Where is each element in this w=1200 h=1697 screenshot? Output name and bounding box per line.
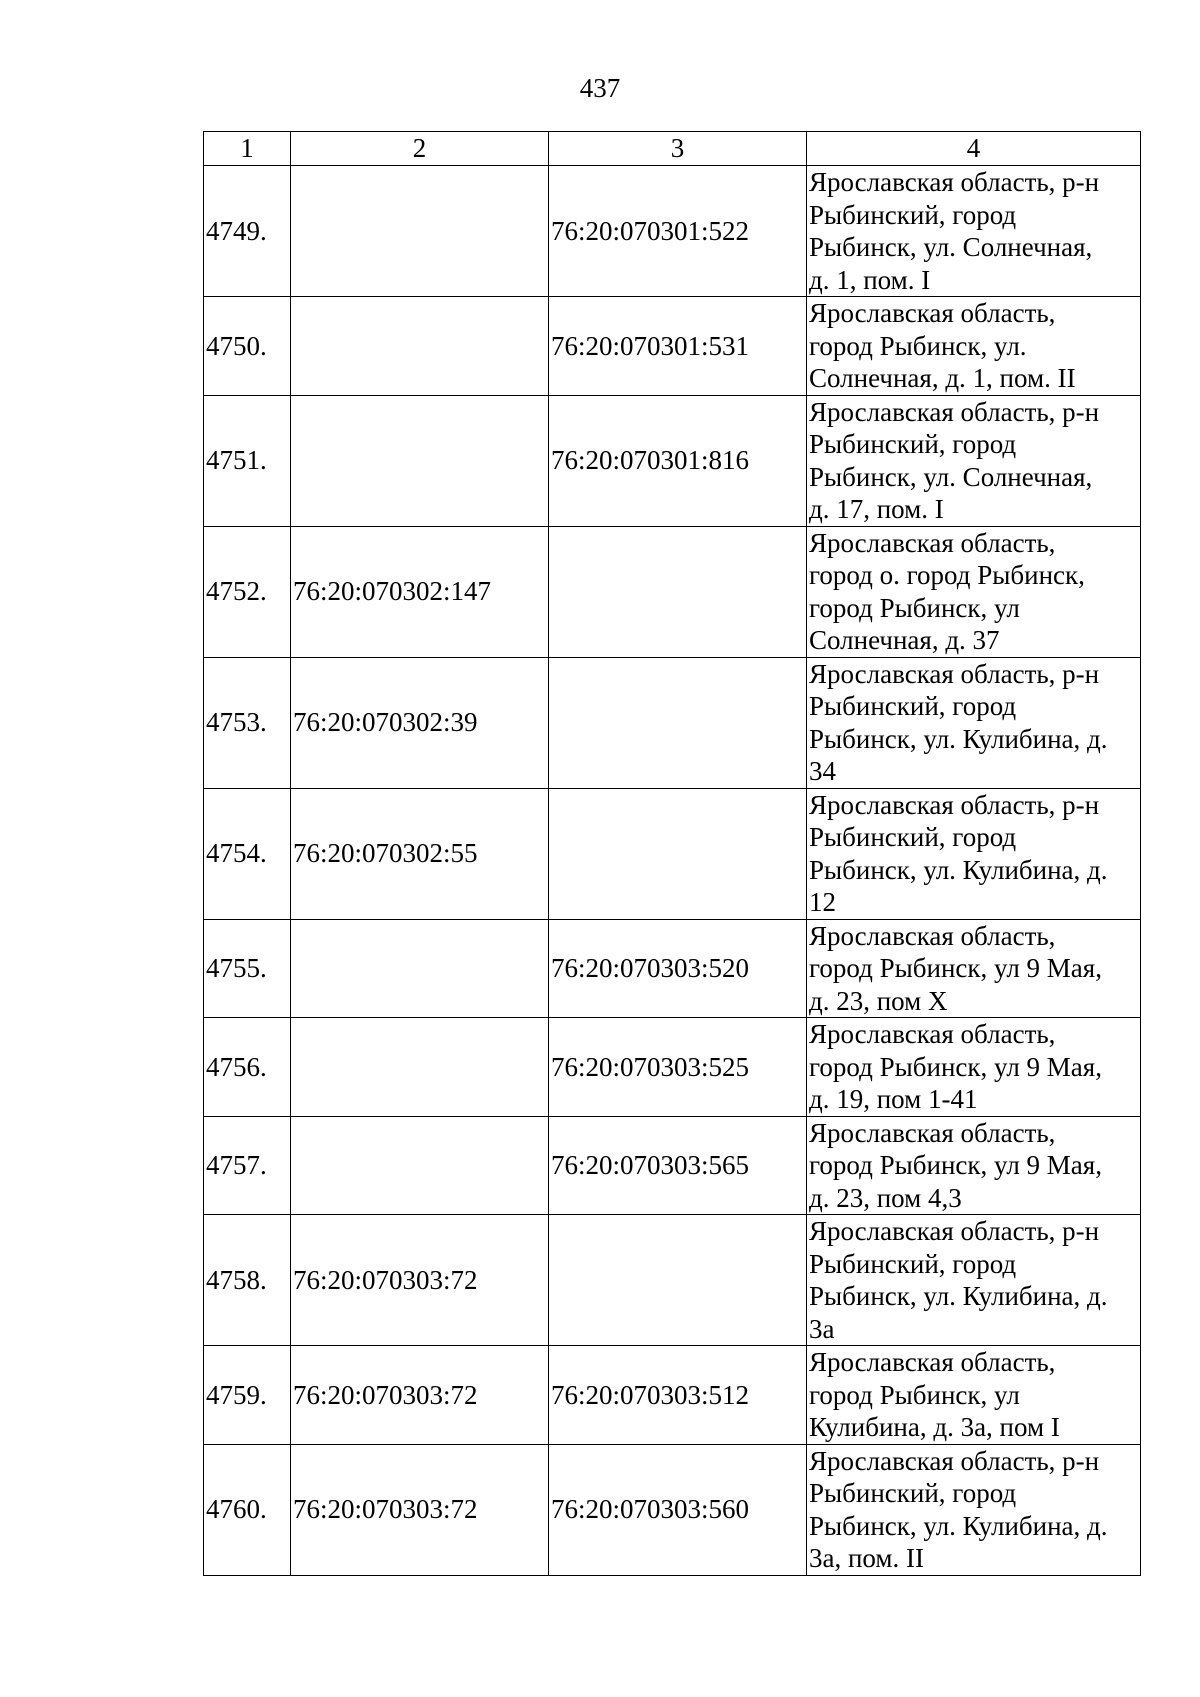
address-cell: Ярославская область, р-н Рыбинский, город Рыбинск, ул. Солнечная, д. 1, пом. I	[807, 166, 1141, 297]
row-number-cell: 4749.	[204, 166, 291, 297]
row-number-cell: 4757.	[204, 1116, 291, 1215]
page-number: 437	[579, 73, 621, 103]
address-cell: Ярославская область, р-н Рыбинский, город Рыбинск, ул. Кулибина, д. 34	[807, 657, 1141, 788]
cadastral-number-cell: 76:20:070301:522	[549, 166, 807, 297]
cadastral-number-cell	[291, 166, 549, 297]
table-row	[204, 526, 1141, 657]
address-cell: Ярославская область, город Рыбинск, ул 9 Мая, д. 19, пом 1-41	[807, 1018, 1141, 1117]
address-cell: Ярославская область, р-н Рыбинский, город Рыбинск, ул. Кулибина, д. 3а, пом. II	[807, 1444, 1141, 1575]
cadastral-number-cell: 76:20:070302:39	[291, 657, 549, 788]
registry-table	[203, 131, 1141, 1576]
cadastral-number-cell	[291, 919, 549, 1018]
address-cell: Ярославская область, город о. город Рыбинск, город Рыбинск, ул Солнечная, д. 37	[807, 526, 1141, 657]
cadastral-number-cell	[291, 395, 549, 526]
cadastral-number-cell	[549, 657, 807, 788]
table-row	[204, 1346, 1141, 1445]
address-cell: Ярославская область, р-н Рыбинский, город Рыбинск, ул. Солнечная, д. 17, пом. I	[807, 395, 1141, 526]
address-cell: Ярославская область, город Рыбинск, ул 9 Мая, д. 23, пом 4,3	[807, 1116, 1141, 1215]
column-header-1: 1	[204, 132, 291, 166]
cadastral-number-cell: 76:20:070302:147	[291, 526, 549, 657]
cadastral-number-cell: 76:20:070303:512	[549, 1346, 807, 1445]
address-cell: Ярославская область, город Рыбинск, ул 9 Мая, д. 23, пом X	[807, 919, 1141, 1018]
table-row	[204, 1018, 1141, 1117]
cadastral-number-cell: 76:20:070301:531	[549, 297, 807, 396]
row-number-cell: 4754.	[204, 788, 291, 919]
cadastral-number-cell: 76:20:070301:816	[549, 395, 807, 526]
table-row	[204, 788, 1141, 919]
row-number-cell: 4760.	[204, 1444, 291, 1575]
row-number-cell: 4759.	[204, 1346, 291, 1445]
column-header-4: 4	[807, 132, 1141, 166]
cadastral-number-cell	[291, 297, 549, 396]
cadastral-number-cell	[549, 788, 807, 919]
cadastral-number-cell: 76:20:070303:520	[549, 919, 807, 1018]
table-row	[204, 1116, 1141, 1215]
table-row	[204, 297, 1141, 396]
address-cell: Ярославская область, город Рыбинск, ул. Солнечная, д. 1, пом. II	[807, 297, 1141, 396]
cadastral-number-cell: 76:20:070303:525	[549, 1018, 807, 1117]
table-row	[204, 166, 1141, 297]
table-row	[204, 395, 1141, 526]
cadastral-number-cell	[291, 1018, 549, 1117]
row-number-cell: 4750.	[204, 297, 291, 396]
column-header-3: 3	[549, 132, 807, 166]
row-number-cell: 4755.	[204, 919, 291, 1018]
row-number-cell: 4751.	[204, 395, 291, 526]
address-cell: Ярославская область, р-н Рыбинский, город Рыбинск, ул. Кулибина, д. 3а	[807, 1215, 1141, 1346]
table-row	[204, 1215, 1141, 1346]
table-row	[204, 657, 1141, 788]
row-number-cell: 4752.	[204, 526, 291, 657]
cadastral-number-cell	[549, 526, 807, 657]
cadastral-number-cell	[291, 1116, 549, 1215]
address-cell: Ярославская область, р-н Рыбинский, город Рыбинск, ул. Кулибина, д. 12	[807, 788, 1141, 919]
row-number-cell: 4753.	[204, 657, 291, 788]
cadastral-number-cell: 76:20:070303:565	[549, 1116, 807, 1215]
table-row	[204, 919, 1141, 1018]
cadastral-number-cell: 76:20:070303:72	[291, 1215, 549, 1346]
table-row	[204, 1444, 1141, 1575]
cadastral-number-cell: 76:20:070303:72	[291, 1346, 549, 1445]
cadastral-number-cell: 76:20:070303:72	[291, 1444, 549, 1575]
row-number-cell: 4756.	[204, 1018, 291, 1117]
cadastral-number-cell	[549, 1215, 807, 1346]
cadastral-number-cell: 76:20:070303:560	[549, 1444, 807, 1575]
cadastral-number-cell: 76:20:070302:55	[291, 788, 549, 919]
header-row	[204, 132, 1141, 166]
table-body	[204, 166, 1141, 1576]
column-header-2: 2	[291, 132, 549, 166]
row-number-cell: 4758.	[204, 1215, 291, 1346]
address-cell: Ярославская область, город Рыбинск, ул Кулибина, д. 3а, пом I	[807, 1346, 1141, 1445]
